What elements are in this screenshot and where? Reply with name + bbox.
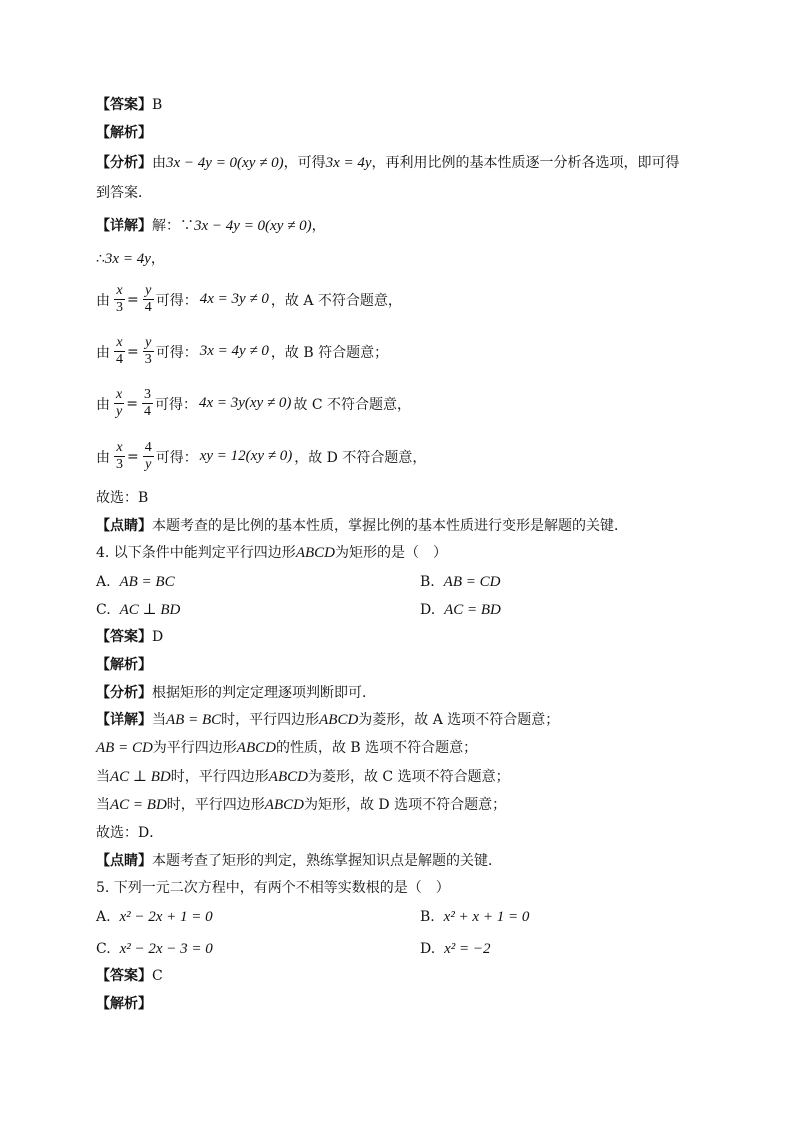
q3-answer-line xyxy=(96,95,162,115)
choice-text: 故选：D． xyxy=(96,825,164,841)
option-key: A. xyxy=(96,574,111,590)
xiangjie-tag: 【详解】 xyxy=(96,218,152,234)
q5-option-c xyxy=(96,939,213,959)
row-prefix: 由 xyxy=(96,344,110,361)
text: 为矩形，故 D 选项不符合题意； xyxy=(303,797,507,813)
text: 为菱形，故 A 选项不符合题意； xyxy=(358,712,560,728)
row-equation: 3x = 4y ≠ 0 xyxy=(199,343,269,359)
row-text: ，故 B 符合题意； xyxy=(270,344,389,361)
row-text: 可得： xyxy=(155,449,198,466)
q3-row-d xyxy=(96,440,428,473)
equals-sign: = xyxy=(127,343,139,360)
option-key: B. xyxy=(420,909,435,925)
dianjing-tag: 【点睛】 xyxy=(96,518,152,534)
fenxi-text: 根据矩形的判定定理逐项判断即可． xyxy=(152,685,376,701)
option-key: A. xyxy=(96,909,111,925)
row-prefix: 由 xyxy=(96,292,110,309)
dianjing-text: 本题考查的是比例的基本性质，掌握比例的基本性质进行变形是解题的关键． xyxy=(152,518,628,534)
denominator: 4 xyxy=(116,352,123,367)
numerator: x xyxy=(114,440,125,457)
xiangjie-equation: 3x − 4y = 0(xy ≠ 0) xyxy=(194,218,312,234)
text: 的性质，故 B 选项不符合题意； xyxy=(275,740,478,756)
q4-option-c xyxy=(96,600,180,620)
equals-sign: = xyxy=(127,291,139,308)
q3-dianjing-line xyxy=(96,516,628,536)
option-value: x² = −2 xyxy=(444,941,491,957)
row-text: 故 C 不符合题意， xyxy=(293,396,412,413)
punct: ， xyxy=(311,218,326,234)
question-stem: 为矩形的是（ ） xyxy=(334,545,447,561)
choice-text: 故选：B xyxy=(96,490,149,506)
q3-choice-line xyxy=(96,488,148,508)
text: 当 xyxy=(96,769,110,785)
fraction-left xyxy=(114,440,125,473)
q3-fenxi-line2 xyxy=(96,183,152,203)
row-prefix: 由 xyxy=(96,396,110,413)
fraction-right xyxy=(143,335,154,368)
fenxi-tag: 【分析】 xyxy=(96,685,152,701)
q4-stem xyxy=(96,543,447,563)
math-text: ABCD xyxy=(319,712,359,728)
numerator: x xyxy=(116,387,123,402)
answer-value: B xyxy=(152,97,163,113)
text: 时，平行四边形 xyxy=(221,712,320,728)
math-text: ABCD xyxy=(264,797,304,813)
denominator: 3 xyxy=(144,352,152,367)
q4-analysis-line xyxy=(96,655,152,675)
q4-option-a xyxy=(96,572,175,592)
row-text: ，故 A 不符合题意， xyxy=(270,292,402,309)
q4-xiangjie-line1 xyxy=(96,710,559,730)
numerator: 3 xyxy=(143,387,151,402)
fraction-right xyxy=(143,440,154,473)
answer-value: D xyxy=(152,629,164,645)
fraction-left xyxy=(114,387,124,420)
option-value: x² + x + 1 = 0 xyxy=(443,909,530,925)
text: 时，平行四边形 xyxy=(170,769,269,785)
q5-answer-line xyxy=(96,966,163,986)
therefore-symbol: ∴ xyxy=(96,251,105,267)
question-stem: 4. 以下条件中能判定平行四边形 xyxy=(96,545,296,561)
q5-option-d xyxy=(420,939,491,959)
math-text: AB = BC xyxy=(166,712,222,728)
row-text: 可得： xyxy=(155,292,198,309)
fenxi-text: ，再利用比例的基本性质逐一分析各选项，即可得 xyxy=(371,155,680,171)
q4-xiangjie-line4 xyxy=(96,795,506,815)
fenxi-text: ，可得 xyxy=(283,155,326,171)
equals-sign: = xyxy=(126,395,138,412)
text: 当 xyxy=(152,712,166,728)
option-key: C. xyxy=(96,602,111,618)
math-text: AC ⊥ BD xyxy=(110,769,171,785)
q4-option-b xyxy=(420,572,500,592)
option-key: D. xyxy=(420,602,436,618)
q3-fenxi-line xyxy=(96,153,680,173)
denominator: y xyxy=(116,404,123,419)
row-equation: 4x = 3y(xy ≠ 0) xyxy=(198,395,292,411)
analysis-tag: 【解析】 xyxy=(96,657,152,673)
q3-xiangjie-line xyxy=(96,216,326,236)
text: 时，平行四边形 xyxy=(166,797,265,813)
row-text: 可得： xyxy=(155,344,198,361)
q4-fenxi-line xyxy=(96,683,376,703)
denominator: 4 xyxy=(143,404,151,419)
q5-analysis-line xyxy=(96,994,152,1014)
math-text: ABCD xyxy=(268,769,308,785)
fraction-right xyxy=(142,387,153,420)
math-text: AC = BD xyxy=(110,797,167,813)
xiangjie-tag: 【详解】 xyxy=(96,712,152,728)
answer-tag: 【答案】 xyxy=(96,968,152,984)
q4-option-d xyxy=(420,600,501,620)
q3-analysis-line xyxy=(96,123,152,143)
numerator: 4 xyxy=(144,440,152,455)
analysis-tag: 【解析】 xyxy=(96,996,152,1012)
numerator: y xyxy=(143,335,154,352)
fenxi-text: 到答案． xyxy=(96,185,152,201)
fraction-left xyxy=(114,335,125,368)
option-value: x² − 2x + 1 = 0 xyxy=(119,909,213,925)
answer-tag: 【答案】 xyxy=(96,629,152,645)
math-text: ABCD xyxy=(295,545,335,561)
row-prefix: 由 xyxy=(96,449,110,466)
row-text: ，故 D 不符合题意， xyxy=(294,449,427,466)
dianjing-text: 本题考查了矩形的判定，熟练掌握知识点是解题的关键． xyxy=(152,853,502,869)
option-value: AC ⊥ BD xyxy=(119,602,181,618)
option-value: AB = CD xyxy=(443,574,501,590)
q5-option-a xyxy=(96,907,213,927)
answer-value: C xyxy=(152,968,163,984)
denominator: y xyxy=(145,457,152,472)
denominator: 3 xyxy=(116,300,123,315)
punct: ， xyxy=(150,251,165,267)
denominator: 4 xyxy=(144,300,152,315)
text: 为菱形，故 C 选项不符合题意； xyxy=(307,769,510,785)
q5-stem xyxy=(96,878,450,898)
option-value: x² − 2x − 3 = 0 xyxy=(119,941,213,957)
question-stem: 5. 下列一元二次方程中，有两个不相等实数根的是（ ） xyxy=(96,880,450,896)
q4-xiangjie-line2 xyxy=(96,738,477,758)
fraction-right xyxy=(143,283,154,316)
math-text: ABCD xyxy=(236,740,276,756)
q3-row-c xyxy=(96,387,413,420)
fenxi-tag: 【分析】 xyxy=(96,155,152,171)
equals-sign: = xyxy=(127,448,139,465)
option-key: B. xyxy=(420,574,435,590)
q3-row-a xyxy=(96,283,404,316)
math-text: AB = CD xyxy=(96,740,153,756)
q4-choice-line xyxy=(96,823,163,843)
fenxi-equation: 3x = 4y xyxy=(325,155,372,171)
text: 为平行四边形 xyxy=(152,740,237,756)
row-equation: xy = 12(xy ≠ 0) xyxy=(199,448,293,464)
xiangjie-text: 解：∵ xyxy=(152,218,194,234)
answer-tag: 【答案】 xyxy=(96,97,152,113)
numerator: y xyxy=(143,283,154,300)
denominator: 3 xyxy=(116,457,123,472)
numerator: x xyxy=(114,283,125,300)
dianjing-tag: 【点睛】 xyxy=(96,853,152,869)
row-equation: 4x = 3y ≠ 0 xyxy=(199,291,269,307)
therefore-equation: 3x = 4y xyxy=(104,251,151,267)
fenxi-text: 由 xyxy=(152,155,166,171)
option-value: AC = BD xyxy=(444,602,501,618)
q3-row-b xyxy=(96,335,390,368)
analysis-tag: 【解析】 xyxy=(96,125,152,141)
q4-xiangjie-line3 xyxy=(96,767,510,787)
option-key: C. xyxy=(96,941,111,957)
text: 当 xyxy=(96,797,110,813)
q4-answer-line xyxy=(96,627,163,647)
option-value: AB = BC xyxy=(119,574,175,590)
fenxi-equation: 3x − 4y = 0(xy ≠ 0) xyxy=(166,155,284,171)
q4-dianjing-line xyxy=(96,851,502,871)
row-text: 可得： xyxy=(154,396,197,413)
fraction-left xyxy=(114,283,125,316)
numerator: x xyxy=(114,335,125,352)
q3-therefore-line xyxy=(96,249,165,269)
q5-option-b xyxy=(420,907,529,927)
option-key: D. xyxy=(420,941,436,957)
